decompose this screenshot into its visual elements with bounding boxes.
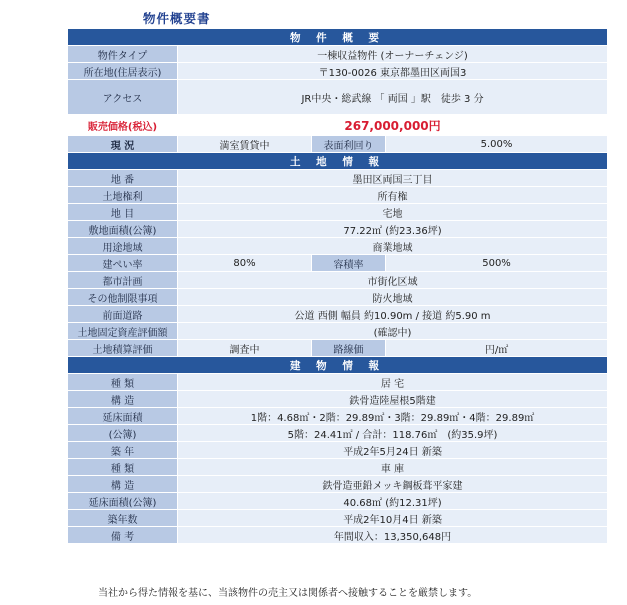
front-road-value: 公道 西側 幅員 約10.90m / 接道 約5.90 m bbox=[178, 306, 608, 323]
section-header-property: 物 件 概 要 bbox=[68, 29, 608, 46]
built-year-value: 平成2年5月24日 新築 bbox=[178, 442, 608, 459]
building-coverage-value: 80% bbox=[178, 255, 312, 272]
built-year-label: 築 年 bbox=[68, 442, 178, 459]
site-area-value: 77.22㎡ (約23.36坪) bbox=[178, 221, 608, 238]
price-label: 販売価格(税込) bbox=[68, 115, 178, 136]
building-kind-label: 種 類 bbox=[68, 374, 178, 391]
land-estimate-value: 調査中 bbox=[178, 340, 312, 357]
land-rights-label: 土地権利 bbox=[68, 187, 178, 204]
garage-year-label: 築年数 bbox=[68, 510, 178, 527]
price-value: 267,000,000円 bbox=[178, 115, 608, 136]
lot-number-value: 墨田区両国三丁目 bbox=[178, 170, 608, 187]
access-value: JR中央・総武線 「 両国 」駅 徒歩 3 分 bbox=[178, 80, 608, 115]
garage-structure-value: 鉄骨造亜鉛メッキ鋼板葺平家建 bbox=[178, 476, 608, 493]
road-price-value: 円/㎡ bbox=[386, 340, 608, 357]
front-road-label: 前面道路 bbox=[68, 306, 178, 323]
zoning-value: 商業地域 bbox=[178, 238, 608, 255]
access-label: アクセス bbox=[68, 80, 178, 115]
city-planning-value: 市街化区域 bbox=[178, 272, 608, 289]
lot-number-label: 地 番 bbox=[68, 170, 178, 187]
section-header-building: 建 物 情 報 bbox=[68, 357, 608, 374]
land-assessed-value-value: (確認中) bbox=[178, 323, 608, 340]
property-type-value: 一棟収益物件 (オーナーチェンジ) bbox=[178, 46, 608, 63]
road-price-label: 路線価 bbox=[312, 340, 386, 357]
yield-value: 5.00% bbox=[386, 136, 608, 153]
page-title: 物件概要書 bbox=[143, 11, 211, 26]
total-floor-area-value-1: 1階：4.68㎡・2階：29.89㎡・3階：29.89㎡・4階：29.89㎡ bbox=[178, 408, 608, 425]
section-header-land: 土 地 情 報 bbox=[68, 153, 608, 170]
garage-floor-area-value: 40.68㎡ (約12.31坪) bbox=[178, 493, 608, 510]
property-type-label: 物件タイプ bbox=[68, 46, 178, 63]
land-rights-value: 所有権 bbox=[178, 187, 608, 204]
disclaimer-footnote: 当社から得た情報を基に、当該物件の売主又は関係者へ接触することを厳禁します。 bbox=[98, 588, 478, 599]
building-structure-label: 構 造 bbox=[68, 391, 178, 408]
site-area-label: 敷地面積(公簿) bbox=[68, 221, 178, 238]
garage-kind-value: 車 庫 bbox=[178, 459, 608, 476]
yield-label: 表面利回り bbox=[312, 136, 386, 153]
status-label: 現 況 bbox=[68, 136, 178, 153]
other-restrictions-value: 防火地域 bbox=[178, 289, 608, 306]
land-category-label: 地 目 bbox=[68, 204, 178, 221]
address-value: 〒130-0026 東京都墨田区両国3 bbox=[178, 63, 608, 80]
address-label: 所在地(住居表示) bbox=[68, 63, 178, 80]
land-assessed-value-label: 土地固定資産評価額 bbox=[68, 323, 178, 340]
building-coverage-label: 建ぺい率 bbox=[68, 255, 178, 272]
garage-kind-label: 種 類 bbox=[68, 459, 178, 476]
garage-year-value: 平成2年10月4日 新築 bbox=[178, 510, 608, 527]
garage-structure-label: 構 造 bbox=[68, 476, 178, 493]
garage-floor-area-label: 延床面積(公簿) bbox=[68, 493, 178, 510]
remarks-label: 備 考 bbox=[68, 527, 178, 544]
land-estimate-label: 土地積算評価 bbox=[68, 340, 178, 357]
property-summary-table bbox=[67, 28, 608, 544]
floor-area-ratio-value: 500% bbox=[386, 255, 608, 272]
floor-area-ratio-label: 容積率 bbox=[312, 255, 386, 272]
building-kind-value: 居 宅 bbox=[178, 374, 608, 391]
total-floor-area-registry-label: (公簿) bbox=[68, 425, 178, 442]
city-planning-label: 都市計画 bbox=[68, 272, 178, 289]
status-value: 満室賃貸中 bbox=[178, 136, 312, 153]
zoning-label: 用途地域 bbox=[68, 238, 178, 255]
total-floor-area-value-2: 5階：24.41㎡ / 合計：118.76㎡ (約35.9坪) bbox=[178, 425, 608, 442]
building-structure-value: 鉄骨造陸屋根5階建 bbox=[178, 391, 608, 408]
remarks-value: 年間収入：13,350,648円 bbox=[178, 527, 608, 544]
land-category-value: 宅地 bbox=[178, 204, 608, 221]
total-floor-area-label: 延床面積 bbox=[68, 408, 178, 425]
other-restrictions-label: その他制限事項 bbox=[68, 289, 178, 306]
